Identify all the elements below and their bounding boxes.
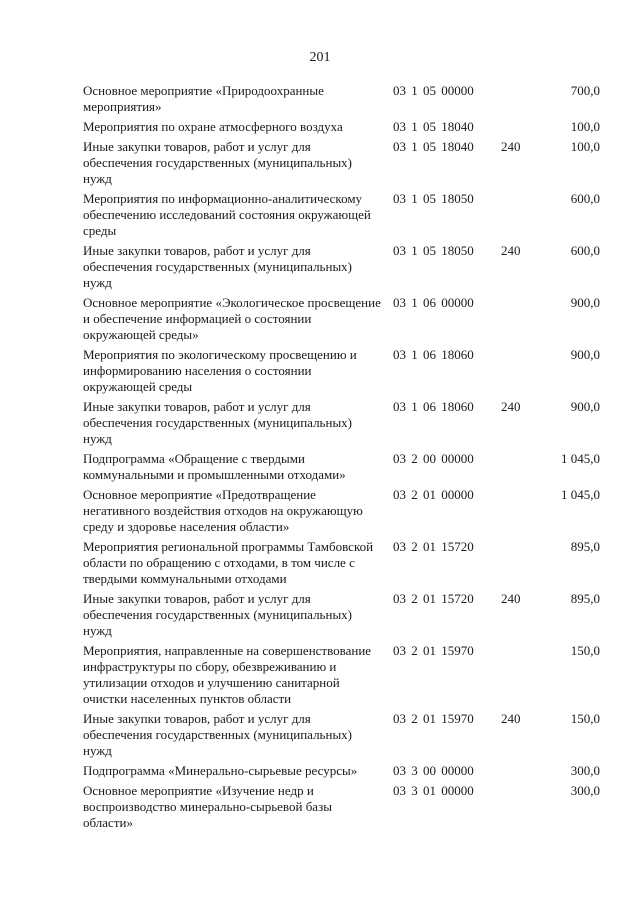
amount: 150,0: [570, 711, 600, 726]
table-row: [83, 191, 603, 239]
table-row: [83, 643, 603, 707]
table-row: [83, 399, 603, 447]
classification-code: 03 2 00 00000: [393, 451, 474, 466]
item-name: Основное мероприятие «Изучение недр и воспроизводство минерально-сырьевой базы области»: [83, 783, 332, 830]
classification-code: 03 1 05 18040: [393, 139, 474, 154]
classification-code: 03 3 00 00000: [393, 763, 474, 778]
classification-code: 03 1 06 18060: [393, 347, 474, 362]
table-row: [83, 487, 603, 535]
table-row: [83, 783, 603, 831]
amount: 300,0: [570, 783, 600, 798]
amount: 600,0: [570, 243, 600, 258]
classification-code: 03 1 05 18050: [393, 243, 474, 258]
table-row: [83, 711, 603, 759]
item-name: Иные закупки товаров, работ и услуг для обеспечения государственных (муниципальных) нужд: [83, 711, 353, 758]
table-row: [83, 139, 603, 187]
item-name: Подпрограмма «Минерально-сырьевые ресурсы»: [83, 763, 358, 778]
amount: 300,0: [570, 763, 600, 778]
table-row: [83, 591, 603, 639]
amount: 100,0: [570, 139, 600, 154]
amount: 600,0: [570, 191, 600, 206]
amount: 1 045,0: [561, 451, 600, 466]
classification-code: 03 2 01 15720: [393, 539, 474, 554]
table-row: [83, 119, 603, 135]
expense-type-code: 240: [501, 591, 521, 606]
item-name: Основное мероприятие «Предотвращение негативного воздействия отходов на окружающую среду и здоровье населения области»: [83, 487, 363, 534]
amount: 900,0: [570, 399, 600, 414]
table-row: [83, 243, 603, 291]
item-name: Иные закупки товаров, работ и услуг для обеспечения государственных (муниципальных) нужд: [83, 139, 353, 186]
item-name: Иные закупки товаров, работ и услуг для обеспечения государственных (муниципальных) нужд: [83, 591, 353, 638]
classification-code: 03 2 01 00000: [393, 487, 474, 502]
expense-type-code: 240: [501, 243, 521, 258]
table-row: [83, 347, 603, 395]
table-row: [83, 451, 603, 483]
amount: 900,0: [570, 347, 600, 362]
amount: 150,0: [570, 643, 600, 658]
classification-code: 03 2 01 15970: [393, 643, 474, 658]
classification-code: 03 1 05 18040: [393, 119, 474, 134]
item-name: Иные закупки товаров, работ и услуг для обеспечения государственных (муниципальных) нужд: [83, 243, 353, 290]
amount: 700,0: [570, 83, 600, 98]
classification-code: 03 2 01 15970: [393, 711, 474, 726]
amount: 895,0: [570, 591, 600, 606]
item-name: Подпрограмма «Обращение с твердыми коммунальными и промышленными отходами»: [83, 451, 346, 482]
item-name: Мероприятия по информационно-аналитическому обеспечению исследований состояния окружающей среды: [83, 191, 371, 238]
item-name: Основное мероприятие «Экологическое просвещение и обеспечение информацией о состоянии окружающей среды»: [83, 295, 381, 342]
expense-type-code: 240: [501, 399, 521, 414]
expense-type-code: 240: [501, 139, 521, 154]
classification-code: 03 1 06 00000: [393, 295, 474, 310]
amount: 895,0: [570, 539, 600, 554]
table-row: [83, 539, 603, 587]
item-name: Основное мероприятие «Природоохранные мероприятия»: [83, 83, 324, 114]
item-name: Мероприятия региональной программы Тамбовской области по обращению с отходами, в том числе с твердыми коммунальными отходами: [83, 539, 374, 586]
item-name: Иные закупки товаров, работ и услуг для обеспечения государственных (муниципальных) нужд: [83, 399, 353, 446]
item-name: Мероприятия по охране атмосферного воздуха: [83, 119, 343, 134]
classification-code: 03 3 01 00000: [393, 783, 474, 798]
table-row: [83, 295, 603, 343]
classification-code: 03 2 01 15720: [393, 591, 474, 606]
classification-code: 03 1 05 00000: [393, 83, 474, 98]
item-name: Мероприятия, направленные на совершенствование инфраструктуры по сбору, обезвреживанию и утилизации отходов и улучшению санитарной очистки населенных пунктов области: [83, 643, 372, 706]
classification-code: 03 1 06 18060: [393, 399, 474, 414]
amount: 100,0: [570, 119, 600, 134]
table-row: [83, 83, 603, 115]
classification-code: 03 1 05 18050: [393, 191, 474, 206]
page-number: 201: [309, 50, 331, 65]
item-name: Мероприятия по экологическому просвещению и информированию населения о состоянии окружающей среды: [83, 347, 357, 394]
budget-table: [83, 83, 603, 835]
amount: 900,0: [570, 295, 600, 310]
table-row: [83, 763, 603, 779]
amount: 1 045,0: [561, 487, 600, 502]
expense-type-code: 240: [501, 711, 521, 726]
